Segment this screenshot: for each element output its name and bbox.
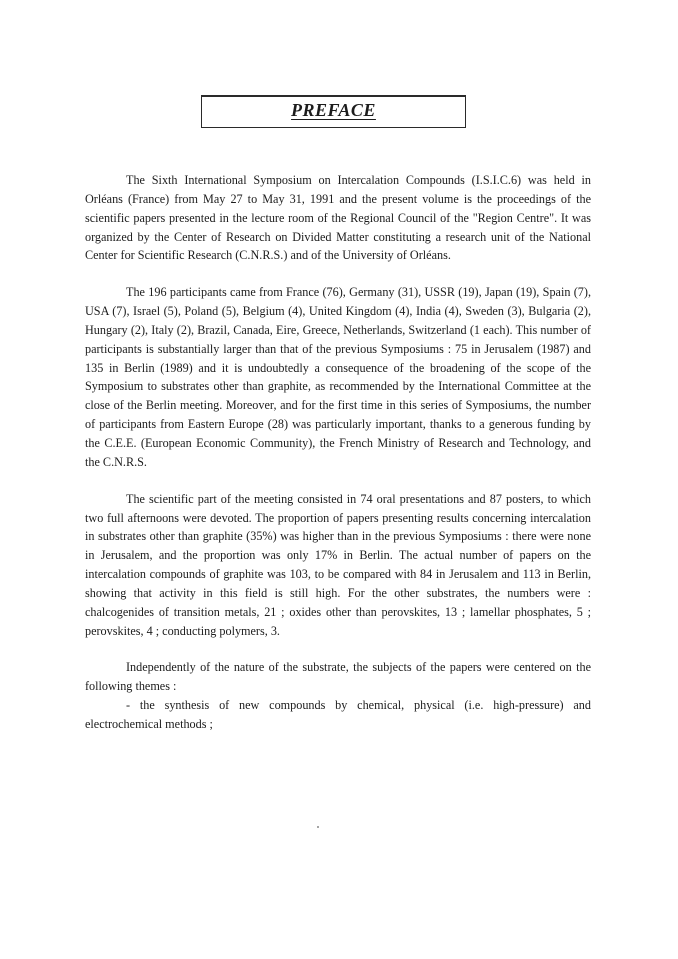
document-body <box>85 171 591 734</box>
paragraph-participants: The 196 participants came from France (76), Germany (31), USSR (19), Japan (19), Spain (7), USA (7), Israel (5), Poland (5), Belgium (4), United Kingdom (4), India (4), Sweden (3), Bulgaria (2), Hungary (2), Italy (2), Brazil, Canada, Eire, Greece, Netherlands, Switzerland (1 each). This number of participants is substantially larger than that of the previous Symposiums : 75 in Jerusalem (1987) and 135 in Berlin (1989) and it is undoubtedly a consequence of the broadening of the scope of the Symposium to substrates other than graphite, as recommended by the International Committee at the close of the Berlin meeting. Moreover, and for the first time in this series of Symposiums, the number of participants from Eastern Europe (28) was particularly important, thanks to a generous funding by the C.E.E. (European Economic Community), the French Ministry of Research and Technology, and the C.N.R.S. <box>85 285 591 469</box>
paragraph-themes-intro: Independently of the nature of the substrate, the subjects of the papers were centered on the following themes : <box>85 660 591 694</box>
paragraph-scientific-part: The scientific part of the meeting consisted in 74 oral presentations and 87 posters, to which two full afternoons were devoted. The proportion of papers presenting results concerning intercalation in substrates other than graphite (35%) was higher than in the previous Symposiums : there were none in Jerusalem, and the proportion was only 17% in Berlin. The actual number of papers on the intercalation compounds of graphite was 103, to be compared with 84 in Jerusalem and 113 in Berlin, showing that activity in this field is still high. For the other substrates, the numbers were : chalcogenides of transition metals, 21 ; oxides other than perovskites, 13 ; lamellar phosphates, 5 ; perovskites, 4 ; conducting polymers, 3. <box>85 491 591 638</box>
page-title: PREFACE <box>291 99 376 120</box>
preface-title-box <box>201 95 466 128</box>
theme-list-item: - the synthesis of new compounds by chemical, physical (i.e. high-pressure) and electrochemical methods ; <box>85 698 591 731</box>
paragraph-symposium-intro: The Sixth International Symposium on Intercalation Compounds (I.S.I.C.6) was held in Orléans (France) from May 27 to May 31, 1991 and the present volume is the proceedings of the scientific papers presented in the lecture room of the Regional Council of the "Region Centre". It was organized by the Center of Research on Divided Matter constituting a research unit of the National Center for Scientific Research (C.N.R.S.) and of the University of Orléans. <box>85 173 591 263</box>
scan-speck <box>317 826 319 828</box>
